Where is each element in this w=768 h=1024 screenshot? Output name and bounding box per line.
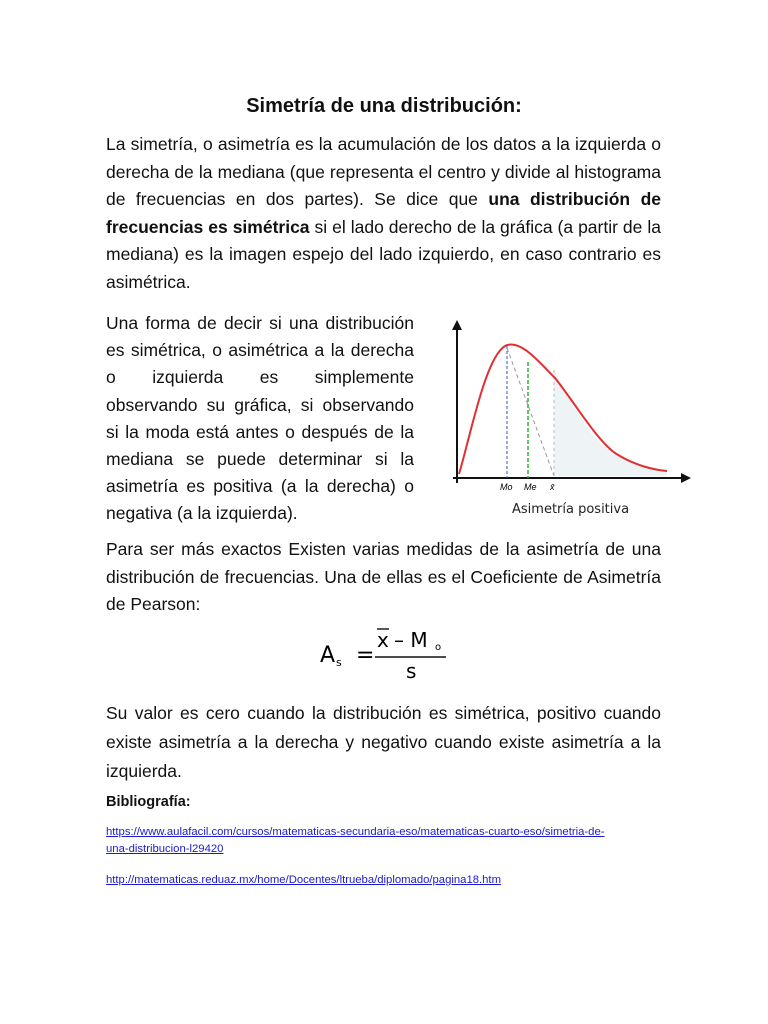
mode-label: Mo xyxy=(500,482,513,492)
formula-mean: x xyxy=(377,628,389,652)
pearson-formula xyxy=(318,620,458,682)
formula-lhs-sub: s xyxy=(336,656,342,669)
tail-shade xyxy=(554,370,667,476)
page-title: Simetría de una distribución: xyxy=(246,95,522,117)
paragraph-text: si el lado derecho de la gráfica (a partir de la mediana) es la imagen espejo del lado izquierdo, en caso contrario es asimétrica. xyxy=(106,216,661,292)
x-axis-arrow xyxy=(681,473,691,483)
paragraph-graph-explanation: Una forma de decir si una distribución es simétrica, o asimétrica a la derecha o izquierda es simplemente observando su gráfica, si observando si la moda está antes o después de la mediana se puede determinar si la asimetría es positiva (a la derecha) o negativa (a la izquierda). xyxy=(106,313,414,524)
median-label: Me xyxy=(524,482,537,492)
paragraph-pearson-intro: Para ser más exactos Existen varias medidas de la asimetría de una distribución de frecuencias. Una de ellas es el Coeficiente de Asimetría de Pearson: xyxy=(106,539,661,614)
formula-lhs: A xyxy=(320,643,336,668)
mean-line xyxy=(507,348,554,476)
paragraph-text: La simetría, o asimetría es la acumulación de los datos a la izquierda o derecha de la mediana (que representa el centro y divide al histograma de frecuencias en dos partes). Se dice que xyxy=(106,134,661,209)
paragraph-definition xyxy=(106,131,661,296)
formula-equals: = xyxy=(356,643,375,668)
figure-caption: Asimetría positiva xyxy=(512,502,630,517)
paragraph-conclusion: Su valor es cero cuando la distribución es simétrica, positivo cuando existe asimetría a la derecha y negativo cuando existe asimetría a la izquierda. xyxy=(106,703,661,781)
mean-label: x̄ xyxy=(550,482,555,492)
formula-mode-sub: o xyxy=(435,642,442,653)
bibliography-title: Bibliografía: xyxy=(106,794,191,810)
positive-skew-figure xyxy=(445,318,695,528)
bold-definition: una distribución de frecuencias es simétrica xyxy=(106,189,661,237)
formula-denominator: s xyxy=(406,659,417,682)
formula-operator: – M xyxy=(394,628,428,652)
bibliography-link-reduaz[interactable]: http://matematicas.reduaz.mx/home/Docentes/ltrueba/diplomado/pagina18.htm xyxy=(106,874,501,886)
y-axis-arrow xyxy=(452,320,462,330)
bibliography-link-aulafacil[interactable]: https://www.aulafacil.com/cursos/matematicas-secundaria-eso/matematicas-cuarto-eso/simetria-de-una-distribucion-l29420 xyxy=(106,826,605,855)
